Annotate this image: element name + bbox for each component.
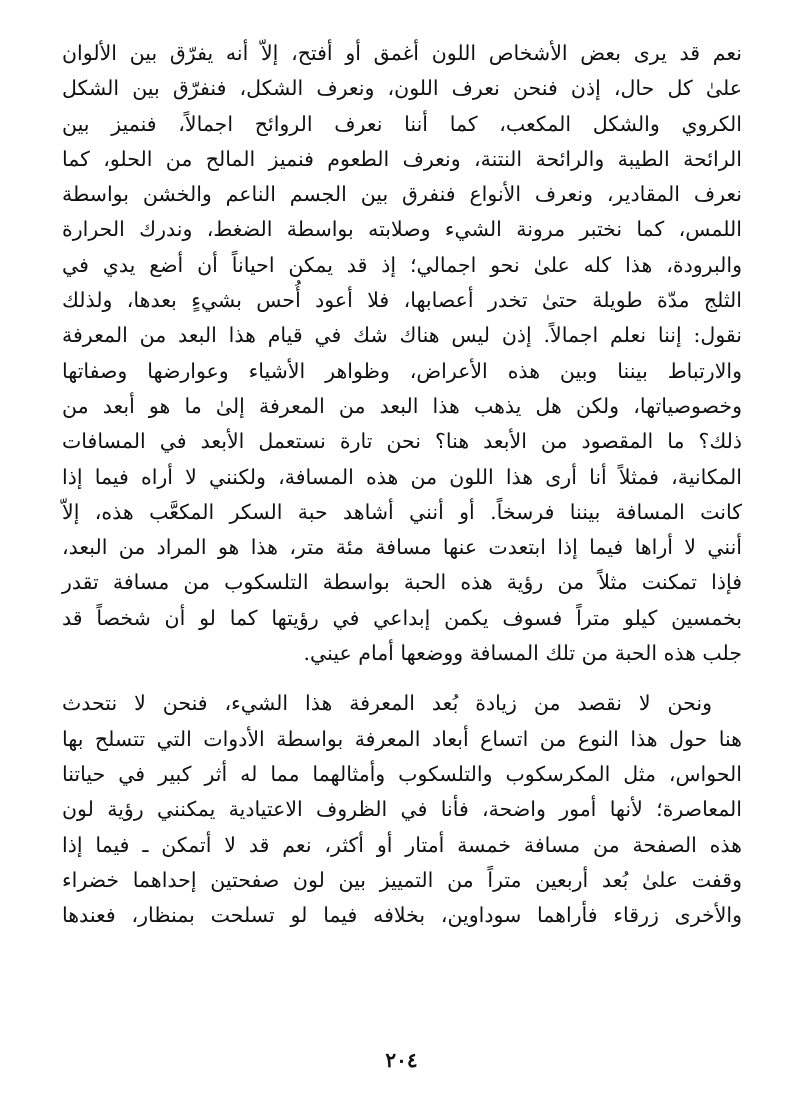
page-number: ٢٠٤ bbox=[385, 1048, 418, 1072]
text-line: بخمسين كيلو متراً فسوف يكمن إبداعي في رؤيتها كما لو أن شخصاً قد bbox=[62, 605, 742, 630]
text-line: والأخرى زرقاء فأراهما سوداوين، بخلافه فيما لو تسلحت بمنظار، فعندها bbox=[62, 903, 742, 928]
text-line: نعرف المقادير، ونعرف الأنواع فنفرق بين الجسم الناعم والخشن بواسطة bbox=[62, 182, 742, 207]
text-line: الحواس، مثل المكرسكوب والتلسكوب وأمثالهما مما له أثر كبير في حياتنا bbox=[62, 761, 742, 786]
text-line: الكروي والشكل المكعب، كما أننا نعرف الروائح اجمالاً، فنميز بين bbox=[62, 111, 742, 136]
paragraph-2 bbox=[62, 686, 742, 933]
text-line: علىٰ كل حال، إذن فنحن نعرف اللون، ونعرف الشكل، فنفرّق بين الشكل bbox=[62, 76, 742, 101]
text-line: المعاصرة؛ لأنها أمور واضحة، فأنا في الظروف الاعتيادية يمكنني رؤية لون bbox=[62, 797, 742, 822]
text-line: المكانية، فمثلاً أنا أرى هذا اللون من هذه المسافة، ولكنني لا أراه فيما إذا bbox=[62, 464, 742, 489]
text-line: اللمس، كما نختبر مرونة الشيء وصلابته بواسطة الضغط، وندرك الحرارة bbox=[62, 217, 742, 242]
text-line: وقفت علىٰ بُعد أربعين متراً من التمييز بين لون صفحتين إحداهما خضراء bbox=[62, 867, 742, 892]
paragraph-1 bbox=[62, 36, 742, 671]
text-line: جلب هذه الحبة من تلك المسافة ووضعها أمام عيني. bbox=[303, 641, 742, 666]
text-line: الرائحة الطيبة والرائحة النتنة، ونعرف الطعوم فنميز المالح من الحلو، كما bbox=[62, 146, 742, 171]
text-line: فإذا تمكنت مثلاً من رؤية هذه الحبة بواسطة التلسكوب من مسافة تقدر bbox=[62, 570, 742, 595]
text-line: والارتباط بيننا وبين هذه الأعراض، وظواهر الأشياء وعوارضها وصفاتها bbox=[62, 358, 742, 383]
text-line: والبرودة، هذا كله علىٰ نحو اجمالي؛ إذ قد يمكن احياناً أن أضع يدي في bbox=[62, 252, 742, 277]
text-line: هذه الصفحة من مسافة خمسة أمتار أو أكثر، نعم قد لا أتمكن ـ فيما إذا bbox=[62, 832, 742, 857]
text-line: نقول: إننا نعلم اجمالاً. إذن ليس هناك شك في قيام هذا البعد من المعرفة bbox=[62, 323, 742, 348]
body-text bbox=[62, 36, 742, 933]
text-line: نعم قد يرى بعض الأشخاص اللون أغمق أو أفتح، إلاّ أنه يفرّق بين الألوان bbox=[62, 41, 742, 65]
text-line: ونحن لا نقصد من زيادة بُعد المعرفة هذا الشيء، فنحن لا نتحدث bbox=[62, 691, 712, 716]
text-line: وخصوصياتها، ولكن هل يذهب هذا البعد من المعرفة إلىٰ ما هو أبعد من bbox=[62, 393, 742, 418]
text-line: هنا حول هذا النوع من اتساع أبعاد المعرفة بواسطة الأدوات التي تتسلح بها bbox=[62, 726, 742, 751]
text-line: ذلك؟ ما المقصود من الأبعد هنا؟ نحن تارة نستعمل الأبعد في المسافات bbox=[62, 429, 742, 454]
text-line: أنني لا أراها فيما إذا ابتعدت عنها مسافة مئة متر، هذا هو المراد من البعد، bbox=[62, 535, 742, 560]
text-line: الثلج مدّة طويلة حتىٰ تخدر أعصابها، فلا أعود أُحس بشيءٍ بعدها، ولذلك bbox=[62, 288, 742, 313]
text-line: كانت المسافة بيننا فرسخاً. أو أنني أشاهد حبة السكر المكعَّب هذه، إلاّ bbox=[62, 499, 742, 524]
